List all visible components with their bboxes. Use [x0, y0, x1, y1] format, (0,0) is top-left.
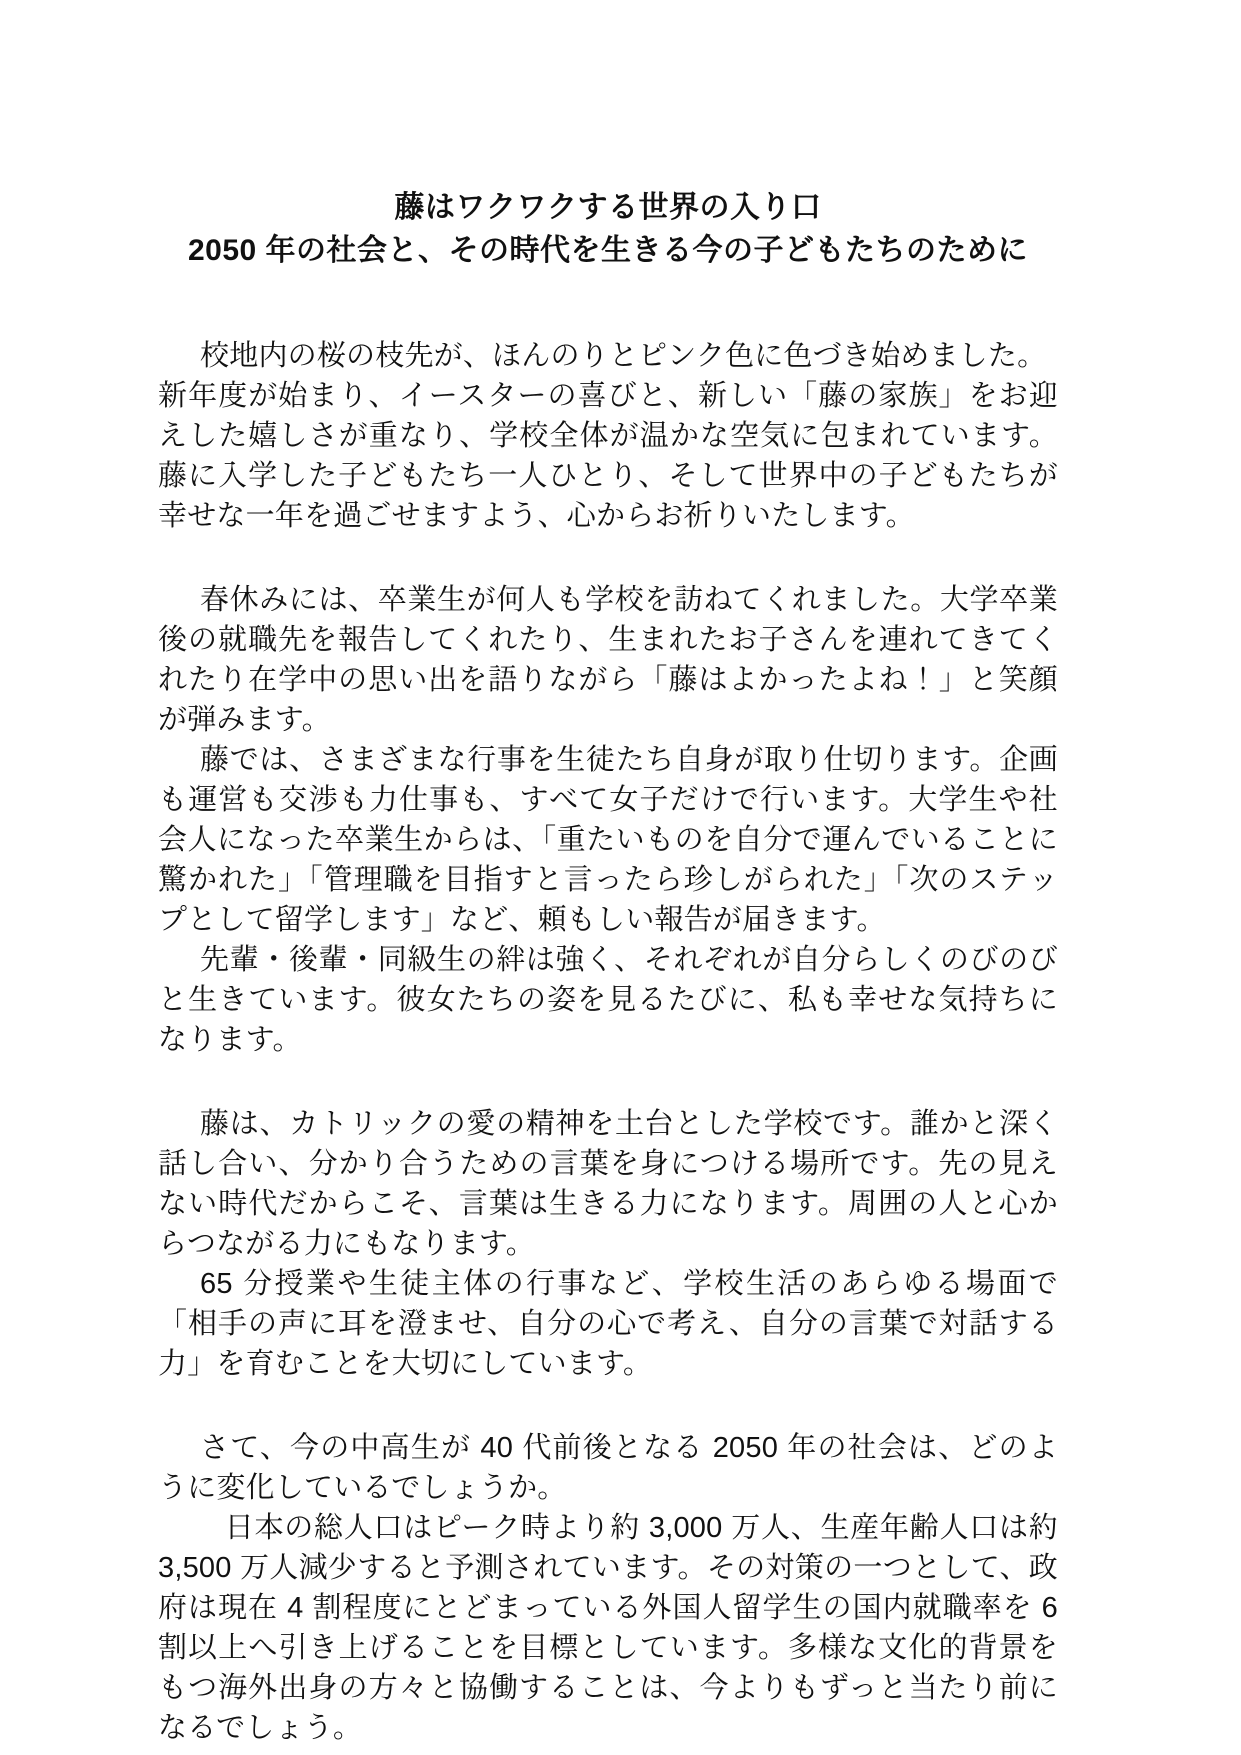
paragraph: 藤は、カトリックの愛の精神を土台とした学校です。誰かと深く話し合い、分かり合うための言葉を身につける場所です。先の見えない時代だからこそ、言葉は生きる力になります。周囲の人と心からつながる力にもなります。 — [158, 1108, 1058, 1260]
section-graduates — [158, 580, 1058, 1060]
document-title — [158, 186, 1058, 272]
paragraph: 藤では、さまざまな行事を生徒たち自身が取り仕切ります。企画も運営も交渉も力仕事も、すべて女子だけで行います。大学生や社会人になった卒業生からは、「重たいものを自分で運んでいることに驚かれた」「管理職を目指すと言ったら珍しがられた」「次のステップとして留学します」など、頼もしい報告が届きます。 — [158, 744, 1058, 936]
title-line-1: 藤はワクワクする世界の入り口 — [394, 191, 822, 224]
paragraph: 先輩・後輩・同級生の絆は強く、それぞれが自分らしくのびのびと生きています。彼女たちの姿を見るたびに、私も幸せな気持ちになります。 — [158, 944, 1058, 1056]
section-opening — [158, 336, 1058, 536]
title-line-2: 2050 年の社会と、その時代を生きる今の子どもたちのために — [187, 234, 1029, 267]
section-school-spirit — [158, 1104, 1058, 1384]
paragraph: 春休みには、卒業生が何人も学校を訪ねてくれました。大学卒業後の就職先を報告してくれたり、生まれたお子さんを連れてきてくれたり在学中の思い出を語りながら「藤はよかったよね！」と笑顔が弾みます。 — [158, 584, 1058, 736]
paragraph: 65 分授業や生徒主体の行事など、学校生活のあらゆる場面で「相手の声に耳を澄ませ、自分の心で考え、自分の言葉で対話する力」を育むことを大切にしています。 — [158, 1268, 1058, 1380]
document-content — [158, 186, 1058, 1748]
paragraph: さて、今の中高生が 40 代前後となる 2050 年の社会は、どのように変化しているでしょうか。 — [158, 1432, 1058, 1504]
document-body — [158, 336, 1058, 1748]
paragraph: 校地内の桜の枝先が、ほんのりとピンク色に色づき始めました。 — [200, 340, 1047, 372]
section-future-2050 — [158, 1428, 1058, 1748]
paragraph: 日本の総人口はピーク時より約 3,000 万人、生産年齢人口は約 3,500 万人減少すると予測されています。その対策の一つとして、政府は現在 4 割程度にとどまっている外国人留学生の国内就職率を 6 割以上へ引き上げることを目標としています。多様な文化的背景をもつ海外出身の方々と協働することは、今よりもずっと当たり前になるでしょう。 — [158, 1512, 1058, 1744]
paragraph: 新年度が始まり、イースターの喜びと、新しい「藤の家族」をお迎えした嬉しさが重なり、学校全体が温かな空気に包まれています。藤に入学した子どもたち一人ひとり、そして世界中の子どもたちが幸せな一年を過ごせますよう、心からお祈りいたします。 — [158, 380, 1058, 532]
